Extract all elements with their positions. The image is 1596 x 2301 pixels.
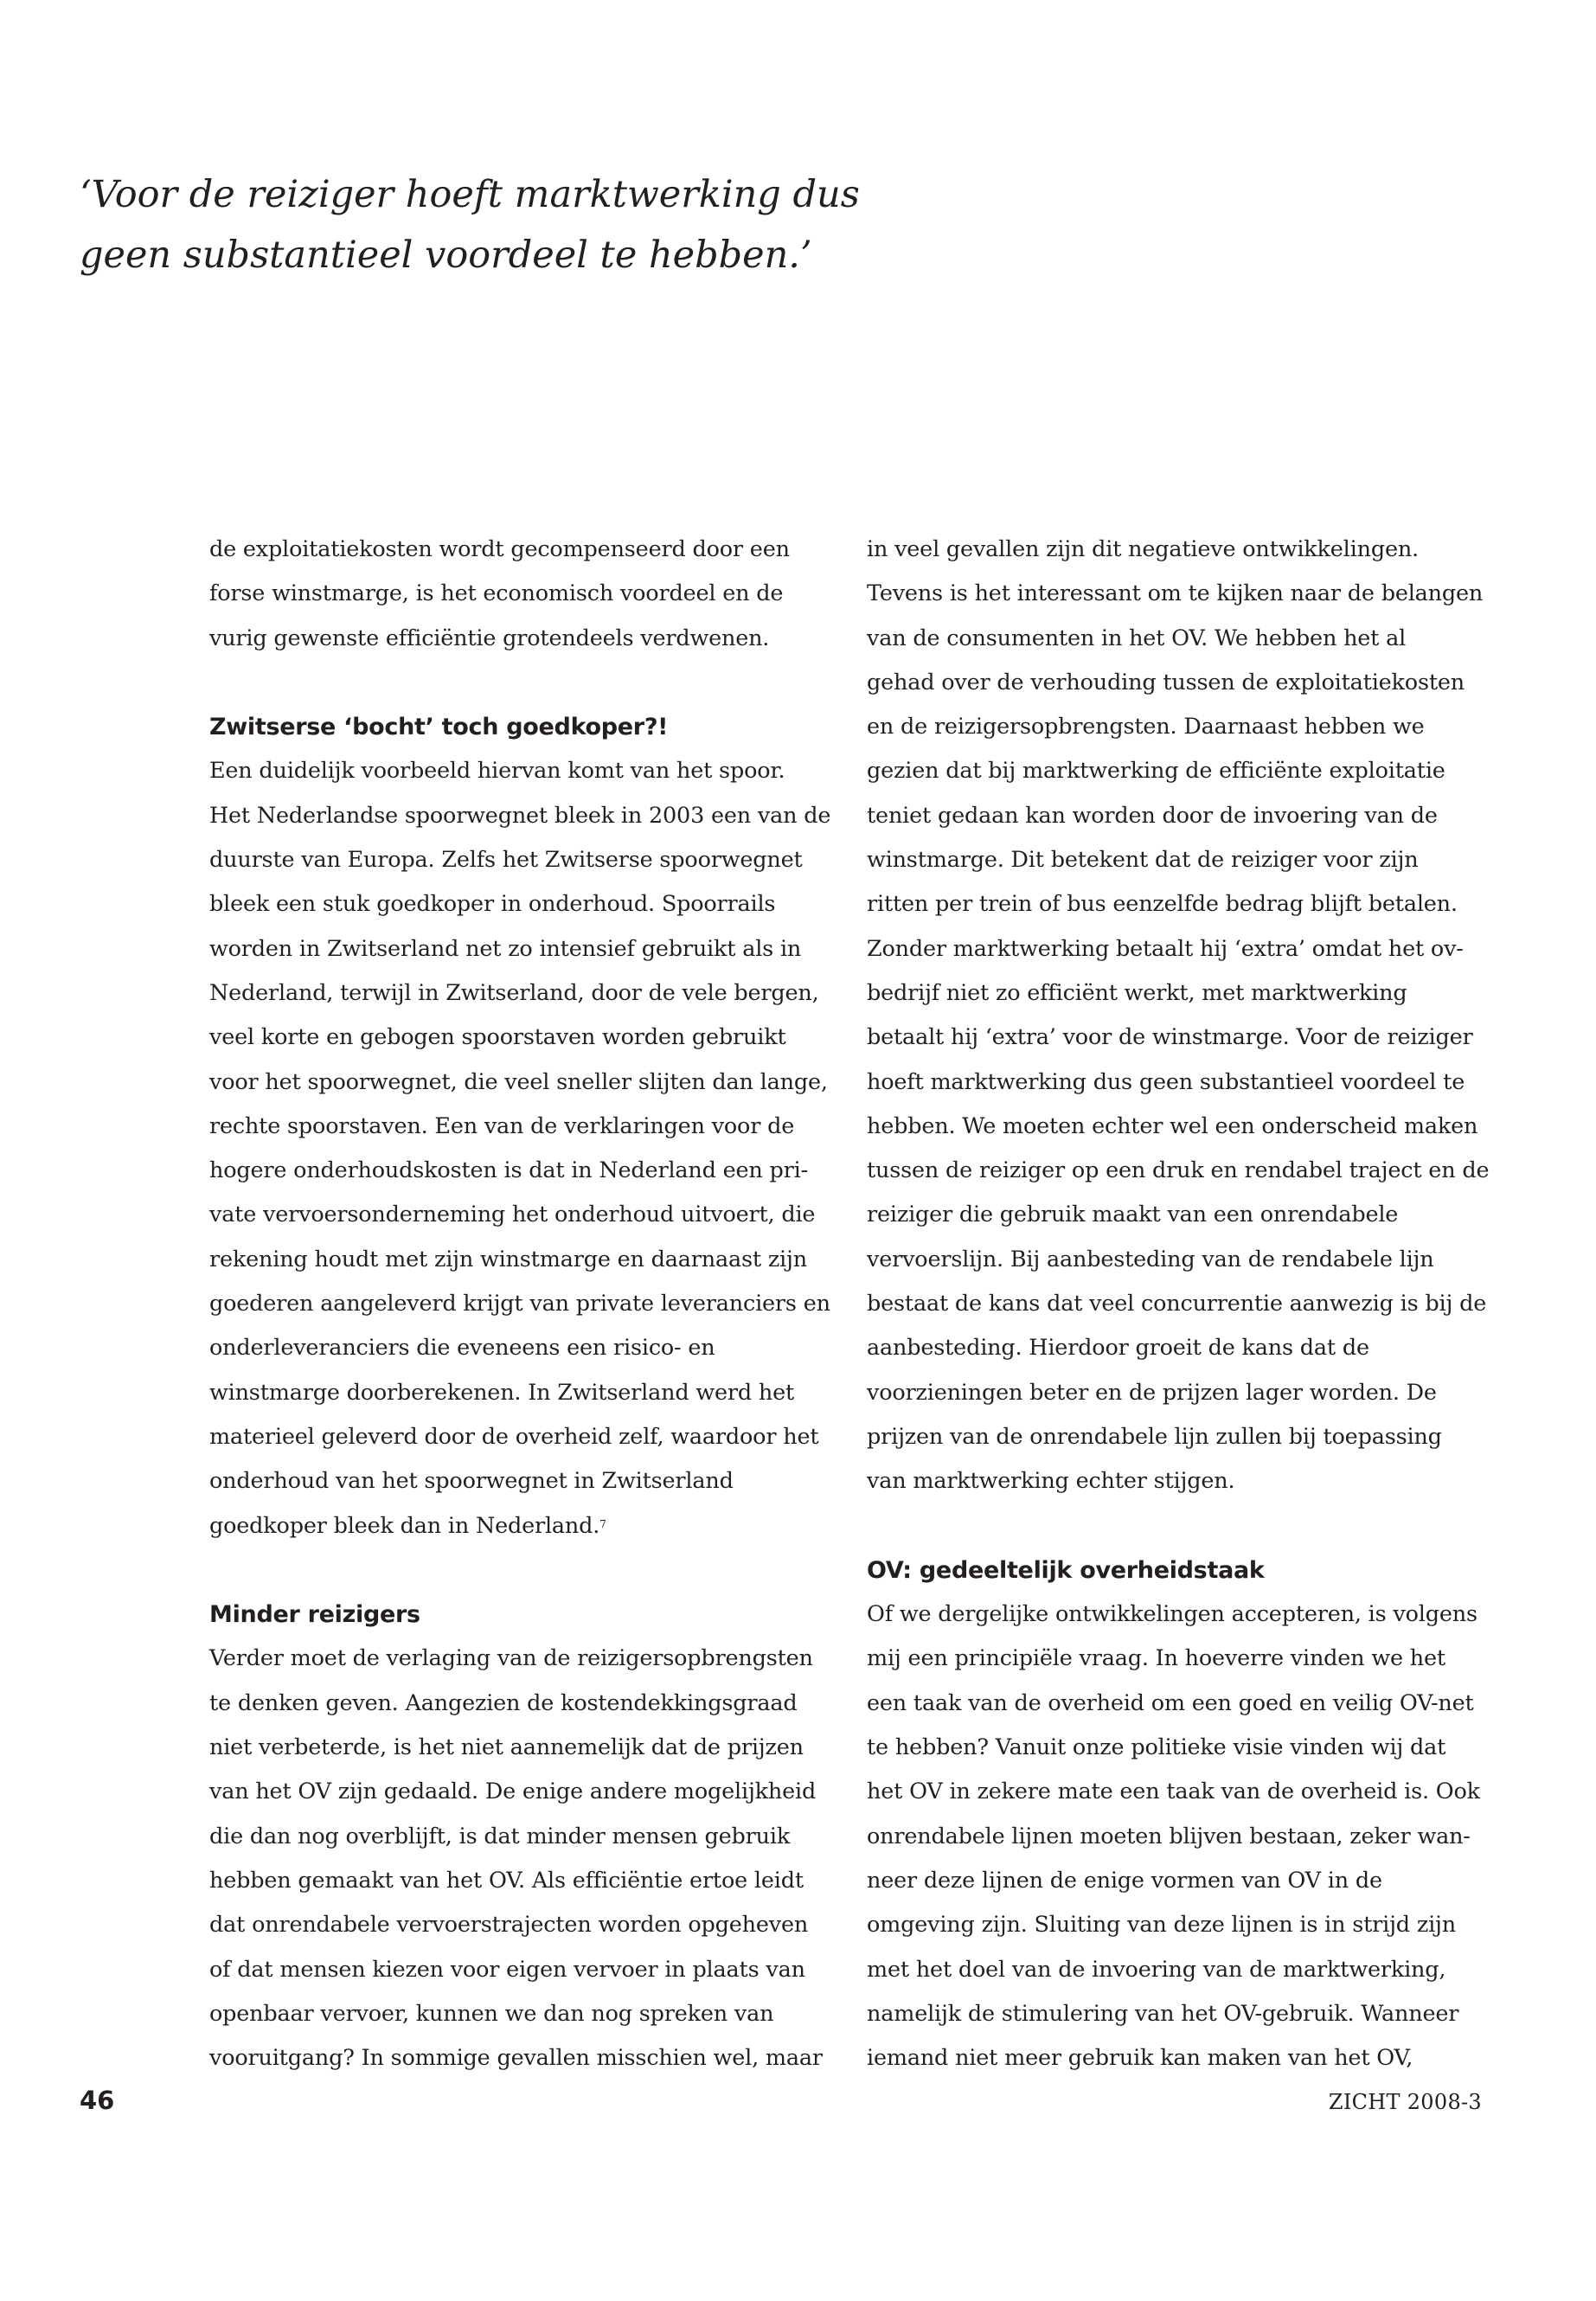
- paragraph-consumenten: [867, 528, 1524, 1504]
- text-line: aanbesteding. Hierdoor groeit de kans dat de: [867, 1335, 1369, 1362]
- text-line: namelijk de stimulering van het OV-gebruik. Wanneer: [867, 2000, 1459, 2027]
- journal-issue: ZICHT 2008-3: [1328, 2090, 1482, 2114]
- paragraph-reizigers: [209, 1637, 867, 2080]
- text-line: onrendabele lijnen moeten blijven bestaan, zeker wan-: [867, 1823, 1471, 1849]
- text-line: een taak van de overheid om een goed en veilig OV-net: [867, 1689, 1474, 1716]
- text-line: van het OV zijn gedaald. De enige andere mogelijkheid: [209, 1779, 817, 1805]
- paragraph-gap: [209, 661, 867, 705]
- right-column: [867, 528, 1524, 2080]
- text-line: mij een principiële vraag. In hoeverre vinden we het: [867, 1645, 1445, 1672]
- text-line: winstmarge doorberekenen. In Zwitserland werd het: [209, 1379, 795, 1406]
- text-line: en de reizigersopbrengsten. Daarnaast hebben we: [867, 714, 1425, 740]
- text-line: hebben. We moeten echter wel een onderscheid maken: [867, 1112, 1478, 1139]
- text-line: van de consumenten in het OV. We hebben het al: [867, 625, 1407, 651]
- text-line: omgeving zijn. Sluiting van deze lijnen is in strijd zijn: [867, 1912, 1456, 1939]
- text-line: vooruitgang? In sommige gevallen misschien wel, maar: [209, 2045, 823, 2072]
- text-line: te denken geven. Aangezien de kostendekkingsgraad: [209, 1689, 798, 1716]
- text-line: Het Nederlandse spoorwegnet bleek in 2003 een van de: [209, 802, 831, 829]
- text-line: vate vervoersonderneming het onderhoud uitvoert, die: [209, 1202, 816, 1228]
- pull-quote-line: geen substantieel voordeel te hebben.’: [80, 234, 812, 277]
- paragraph-gap: [209, 1548, 867, 1593]
- text-line: Nederland, terwijl in Zwitserland, door de vele bergen,: [209, 979, 819, 1006]
- text-line: ritten per trein of bus eenzelfde bedrag blijft betalen.: [867, 891, 1458, 918]
- text-line: vurig gewenste efficiëntie grotendeels verdwenen.: [209, 625, 770, 651]
- text-line: [209, 1504, 867, 1548]
- text-line: bleek een stuk goedkoper in onderhoud. Spoorrails: [209, 891, 776, 918]
- text-line: materieel geleverd door de overheid zelf, waardoor het: [209, 1423, 819, 1450]
- text-line: winstmarge. Dit betekent dat de reiziger voor zijn: [867, 847, 1419, 874]
- text-line: die dan nog overblijft, is dat minder mensen gebruik: [209, 1823, 791, 1849]
- text-line: betaalt hij ‘extra’ voor de winstmarge. Voor de reiziger: [867, 1024, 1473, 1051]
- footnote-marker: 7: [599, 1517, 606, 1530]
- text-line: hebben gemaakt van het OV. Als efficiëntie ertoe leidt: [209, 1867, 804, 1894]
- text-line: in veel gevallen zijn dit negatieve ontwikkelingen.: [867, 536, 1419, 562]
- text-line: onderleveranciers die eveneens een risico- en: [209, 1335, 715, 1362]
- text-line: hoeft marktwerking dus geen substantieel voordeel te: [867, 1068, 1465, 1095]
- text-line: van marktwerking echter stijgen.: [867, 1468, 1235, 1495]
- text-line: Tevens is het interessant om te kijken naar de belangen: [867, 580, 1484, 607]
- section-heading-zwitserse-bocht: Zwitserse ‘bocht’ toch goedkoper?!: [209, 714, 669, 741]
- text-line: gehad over de verhouding tussen de exploitatiekosten: [867, 669, 1465, 695]
- paragraph-gap: [867, 1504, 1524, 1548]
- text-line: Of we dergelijke ontwikkelingen accepteren, is volgens: [867, 1601, 1477, 1628]
- pull-quote-line: ‘Voor de reiziger hoeft marktwerking dus: [80, 173, 860, 216]
- text-line: of dat mensen kiezen voor eigen vervoer in plaats van: [209, 1956, 805, 1983]
- text-line: voorzieningen beter en de prijzen lager worden. De: [867, 1379, 1437, 1406]
- text-line: Een duidelijk voorbeeld hiervan komt van het spoor.: [209, 758, 785, 785]
- text-line: rechte spoorstaven. Een van de verklaringen voor de: [209, 1112, 795, 1139]
- text-line-content: goedkoper bleek dan in Nederland.: [209, 1512, 600, 1539]
- text-line: forse winstmarge, is het economisch voordeel en de: [209, 580, 784, 607]
- text-line: teniet gedaan kan worden door de invoering van de: [867, 802, 1438, 829]
- section-heading-minder-reizigers: Minder reizigers: [209, 1601, 420, 1629]
- text-line: Zonder marktwerking betaalt hij ‘extra’ omdat het ov-: [867, 935, 1464, 962]
- section-heading-ov-overheidstaak: OV: gedeeltelijk overheidstaak: [867, 1556, 1265, 1584]
- text-line: bedrijf niet zo efficiënt werkt, met marktwerking: [867, 979, 1407, 1006]
- text-line: openbaar vervoer, kunnen we dan nog spreken van: [209, 2000, 774, 2027]
- text-line: voor het spoorwegnet, die veel sneller slijten dan lange,: [209, 1068, 828, 1095]
- text-line: dat onrendabele vervoerstrajecten worden opgeheven: [209, 1912, 809, 1939]
- paragraph-spoor: [209, 749, 867, 1548]
- text-line: de exploitatiekosten wordt gecompenseerd door een: [209, 536, 790, 562]
- text-line: vervoerslijn. Bij aanbesteding van de rendabele lijn: [867, 1246, 1434, 1272]
- text-line: gezien dat bij marktwerking de efficiënte exploitatie: [867, 758, 1445, 785]
- text-line: met het doel van de invoering van de marktwerking,: [867, 1956, 1446, 1983]
- text-line: goederen aangeleverd krijgt van private leveranciers en: [209, 1291, 830, 1317]
- text-line: veel korte en gebogen spoorstaven worden gebruikt: [209, 1024, 786, 1051]
- text-line: niet verbeterde, is het niet aannemelijk dat de prijzen: [209, 1734, 804, 1761]
- text-line: het OV in zekere mate een taak van de overheid is. Ook: [867, 1779, 1480, 1805]
- pull-quote: [80, 164, 1031, 285]
- text-line: iemand niet meer gebruik kan maken van het OV,: [867, 2045, 1413, 2072]
- paragraph-overheidstaak: [867, 1593, 1524, 2080]
- text-line: tussen de reiziger op een druk en rendabel traject en de: [867, 1157, 1490, 1184]
- text-line: Verder moet de verlaging van de reizigersopbrengsten: [209, 1645, 813, 1672]
- text-line: neer deze lijnen de enige vormen van OV in de: [867, 1867, 1382, 1894]
- page-number: 46: [80, 2086, 115, 2115]
- text-line: reiziger die gebruik maakt van een onrendabele: [867, 1202, 1399, 1228]
- text-line: onderhoud van het spoorwegnet in Zwitserland: [209, 1468, 734, 1495]
- text-line: bestaat de kans dat veel concurrentie aanwezig is bij de: [867, 1291, 1487, 1317]
- left-column: [209, 528, 867, 2080]
- text-line: worden in Zwitserland net zo intensief gebruikt als in: [209, 935, 802, 962]
- text-line: prijzen van de onrendabele lijn zullen bij toepassing: [867, 1423, 1442, 1450]
- paragraph-intro: [209, 528, 867, 661]
- text-line: hogere onderhoudskosten is dat in Nederland een pri-: [209, 1157, 809, 1184]
- text-line: te hebben? Vanuit onze politieke visie vinden wij dat: [867, 1734, 1446, 1761]
- text-line: rekening houdt met zijn winstmarge en daarnaast zijn: [209, 1246, 807, 1272]
- text-line: duurste van Europa. Zelfs het Zwitserse spoorwegnet: [209, 847, 803, 874]
